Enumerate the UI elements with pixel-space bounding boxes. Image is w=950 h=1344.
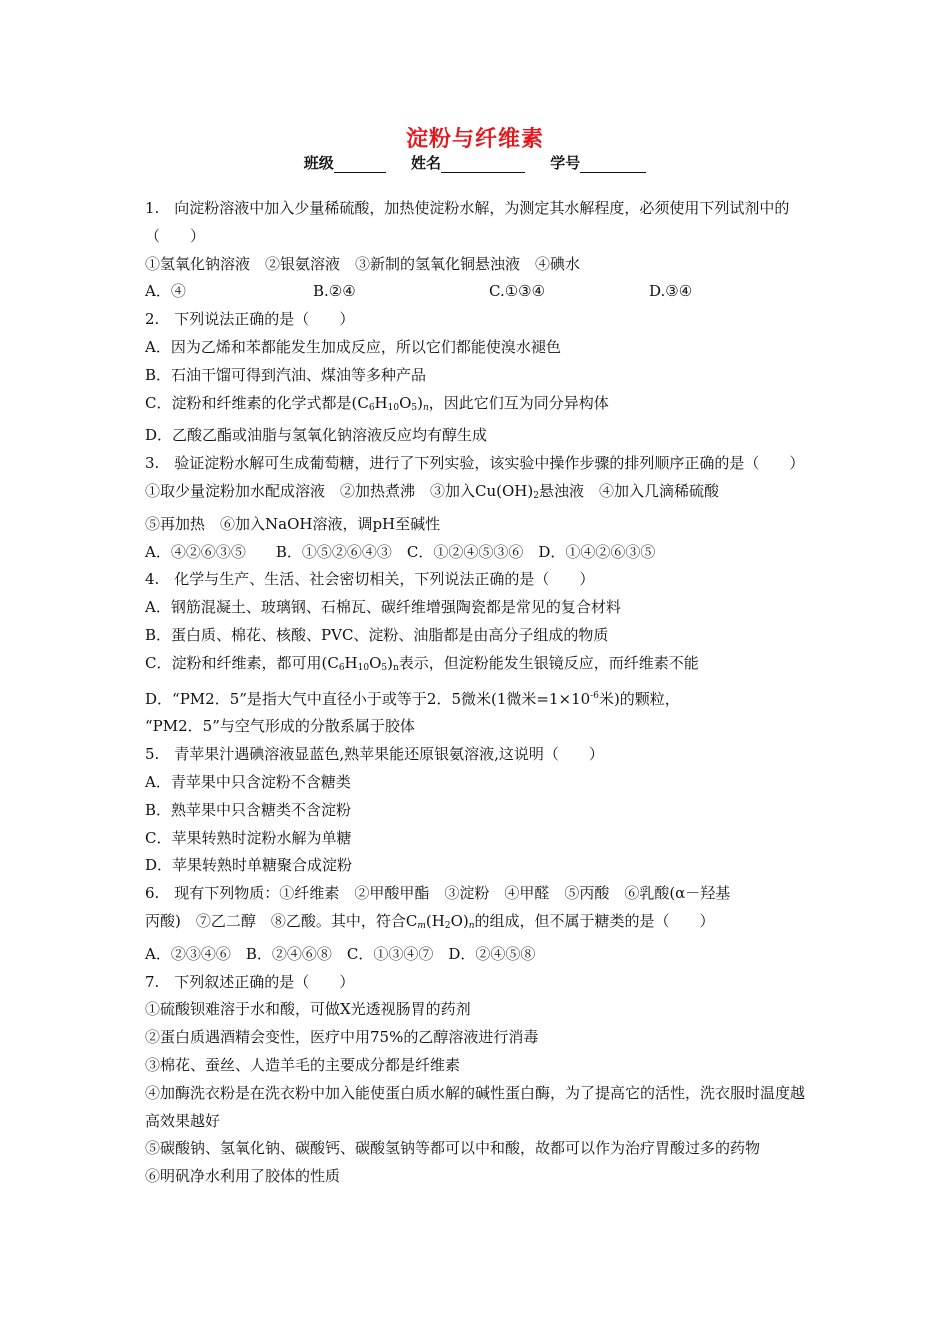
question-3-options: A．④②⑥③⑤ B．①⑤②⑥④③ C．①②④⑤③⑥ D．①④②⑥③⑤ bbox=[145, 542, 656, 561]
subscript: n bbox=[423, 402, 429, 413]
class-label: 班级 bbox=[303, 154, 334, 172]
question-6-stem-1: 6. 现有下列物质：①纤维素 ②甲酸甲酯 ③淀粉 ④甲醛 ⑤丙酸 ⑥乳酸(α－羟基 bbox=[145, 884, 731, 903]
student-info-line bbox=[0, 152, 950, 173]
question-list bbox=[145, 195, 813, 1191]
subscript: m bbox=[417, 920, 426, 931]
question-5-option-c: C．苹果转熟时淀粉水解为单糖 bbox=[145, 828, 352, 847]
name-label: 姓名 bbox=[410, 154, 441, 172]
subscript: 5 bbox=[411, 402, 418, 413]
subscript: 6 bbox=[338, 662, 345, 673]
text-segment: O bbox=[369, 653, 382, 672]
question-7-statement-6: ⑥明矾净水利用了胶体的性质 bbox=[145, 1167, 341, 1186]
question-4-option-d bbox=[145, 683, 813, 714]
question-4-option-d-continued: “PM2．5”与空气形成的分散系属于胶体 bbox=[145, 717, 415, 736]
question-2-option-b: B．石油干馏可得到汽油、煤油等多种产品 bbox=[145, 365, 427, 384]
question-6-options: A．②③④⑥ B．②④⑥⑧ C．①③④⑦ D．②④⑤⑧ bbox=[145, 944, 536, 963]
text-segment: D．“PM2．5”是指大气中直径小于或等于2．5微米(1微米=1×10 bbox=[145, 689, 591, 708]
subscript: 5 bbox=[381, 662, 388, 673]
text-segment: O) bbox=[450, 911, 469, 930]
text-segment: C．淀粉和纤维素，都可用(C bbox=[145, 653, 339, 672]
number-field bbox=[550, 154, 646, 172]
question-1-options bbox=[145, 278, 813, 306]
page-title: 淀粉与纤维素 bbox=[405, 127, 544, 152]
question-7-stem: 7. 下列叙述正确的是（ ） bbox=[145, 972, 355, 991]
name-blank bbox=[441, 156, 525, 173]
question-7-statement-5: ⑤碳酸钠、氢氧化钠、碳酸钙、碳酸氢钠等都可以中和酸，故都可以作为治疗胃酸过多的药物 bbox=[145, 1139, 761, 1158]
question-3-steps-1 bbox=[145, 478, 813, 511]
text-segment: ) bbox=[387, 653, 393, 672]
question-1-reagents: ①氢氧化钠溶液 ②银氨溶液 ③新制的氢氧化铜悬浊液 ④碘水 bbox=[145, 254, 581, 273]
question-1-option-b: B.②④ bbox=[313, 282, 356, 301]
subscript: 2 bbox=[533, 490, 539, 501]
text-segment: C．淀粉和纤维素的化学式都是(C bbox=[145, 393, 369, 412]
text-segment: ①取少量淀粉加水配成溶液 ②加热煮沸 ③加入Cu(OH) bbox=[145, 481, 534, 500]
subscript: 2 bbox=[444, 920, 451, 931]
subscript: n bbox=[468, 920, 475, 931]
superscript: -6 bbox=[590, 690, 599, 701]
question-1-option-c: C.①③④ bbox=[489, 282, 546, 301]
question-3-steps-2: ⑤再加热 ⑥加入NaOH溶液，调pH至碱性 bbox=[145, 514, 441, 533]
number-label: 学号 bbox=[550, 154, 581, 172]
text-segment: O bbox=[399, 393, 412, 412]
text-segment: 丙酸) ⑦乙二醇 ⑧乙酸。其中，符合C bbox=[145, 911, 418, 930]
subscript: 6 bbox=[368, 402, 375, 413]
question-2-stem: 2. 下列说法正确的是（ ） bbox=[145, 310, 355, 329]
text-segment: ) bbox=[417, 393, 423, 412]
question-5-option-a: A．青苹果中只含淀粉不含糖类 bbox=[145, 772, 351, 791]
question-5-stem: 5. 青苹果汁遇碘溶液显蓝色,熟苹果能还原银氨溶液,这说明（ ） bbox=[145, 745, 604, 764]
question-3-stem: 3. 验证淀粉水解可生成葡萄糖，进行了下列实验，该实验中操作步骤的排列顺序正确的是（ ） bbox=[145, 454, 805, 473]
question-4-option-c bbox=[145, 650, 813, 683]
text-segment: 悬浊液 ④加入几滴稀硫酸 bbox=[538, 481, 719, 500]
text-segment: (H bbox=[425, 911, 445, 930]
text-segment: ，因此它们互为同分异构体 bbox=[428, 393, 609, 412]
text-segment: 米)的颗粒， bbox=[598, 689, 680, 708]
question-7-statement-4: ④加酶洗衣粉是在洗衣粉中加入能使蛋白质水解的碱性蛋白酶，为了提高它的活性，洗衣服时温度越高效果越好 bbox=[145, 1083, 806, 1130]
question-1-option-d: D.③④ bbox=[649, 282, 693, 301]
question-4-stem: 4. 化学与生产、生活、社会密切相关，下列说法正确的是（ ） bbox=[145, 570, 595, 589]
subscript: n bbox=[393, 662, 399, 673]
class-blank bbox=[334, 156, 386, 173]
subscript: 10 bbox=[357, 662, 370, 673]
question-2-option-d: D．乙酸乙酯或油脂与氢氧化钠溶液反应均有醇生成 bbox=[145, 426, 488, 445]
question-4-option-a: A．钢筋混凝土、玻璃钢、石棉瓦、碳纤维增强陶瓷都是常见的复合材料 bbox=[145, 598, 621, 617]
text-segment: H bbox=[344, 653, 358, 672]
question-7-statement-1: ①硫酸钡难溶于水和酸，可做X光透视肠胃的药剂 bbox=[145, 1000, 471, 1019]
class-field bbox=[304, 154, 386, 172]
text-segment: 的组成，但不属于糖类的是（ ） bbox=[474, 911, 715, 930]
question-1-option-a: A．④ bbox=[145, 282, 186, 301]
question-5-option-b: B．熟苹果中只含糖类不含淀粉 bbox=[145, 800, 352, 819]
number-blank bbox=[580, 156, 646, 173]
text-segment: 表示，但淀粉能发生银镜反应，而纤维素不能 bbox=[398, 653, 699, 672]
question-5-option-d: D．苹果转熟时单糖聚合成淀粉 bbox=[145, 856, 353, 875]
question-1-stem: 1. 向淀粉溶液中加入少量稀硫酸，加热使淀粉水解，为测定其水解程度，必须使用下列试剂中的（ ） bbox=[145, 199, 790, 245]
name-field bbox=[411, 154, 525, 172]
question-4-option-b: B．蛋白质、棉花、核酸、PVC、淀粉、油脂都是由高分子组成的物质 bbox=[145, 625, 609, 644]
question-2-option-c bbox=[145, 390, 813, 423]
subscript: 10 bbox=[387, 402, 400, 413]
question-7-statement-2: ②蛋白质遇酒精会变性，医疗中用75%的乙醇溶液进行消毒 bbox=[145, 1028, 539, 1047]
text-segment: H bbox=[374, 393, 388, 412]
question-6-stem-2 bbox=[145, 908, 813, 941]
question-7-statement-3: ③棉花、蚕丝、人造羊毛的主要成分都是纤维素 bbox=[145, 1055, 461, 1074]
question-2-option-a: A．因为乙烯和苯都能发生加成反应，所以它们都能使溴水褪色 bbox=[145, 337, 561, 356]
